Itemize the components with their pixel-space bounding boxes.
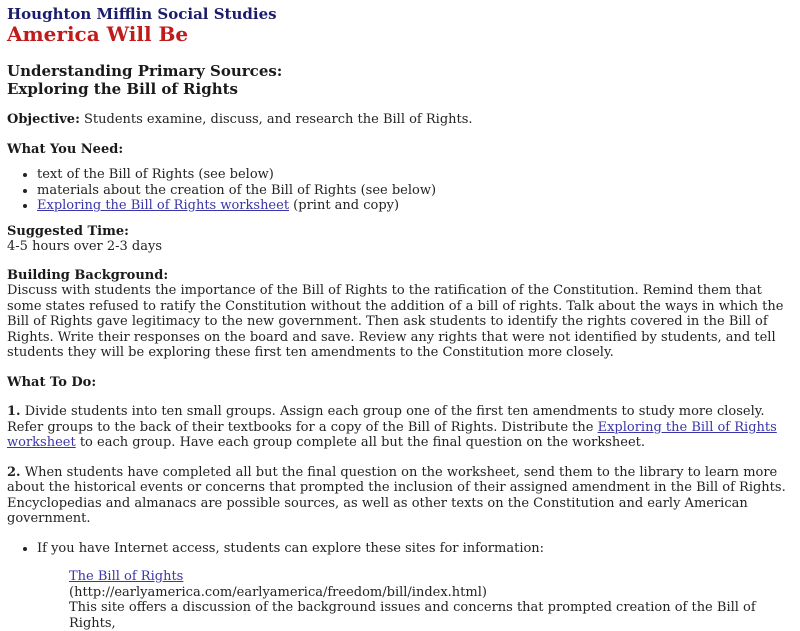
internet-item-text: If you have Internet access, students can explore these sites for information:: [37, 540, 545, 556]
step-text: When students have completed all but the final question on the worksheet, send them to the library to learn more about the historical events or concerns that prompted the inclusion of their assigned amendment in the Bill of Rights. Encyclopedias and almanacs are possible sources, as well as other texts on the Constitution and early American government.: [7, 464, 786, 526]
step-number: 2.: [7, 464, 21, 480]
suggested-time-label: Suggested Time:: [7, 223, 129, 239]
building-background-text: Discuss with students the importance of the Bill of Rights to the ratification of the Constitution. Remind them that some states refused to ratify the Constitution without the addition of a bill of rights. Talk about the ways in which the Bill of Rights gave legitimacy to the new government. Then ask students to identify the rights covered in the Bill of Rights. Write their responses on the board and save. Review any rights that were not identified by students, and tell students they will be exploring these first ten amendments to the Constitution more closely.: [7, 283, 784, 360]
internet-list: [7, 541, 793, 557]
list-item: [37, 167, 793, 183]
objective-label: Objective:: [7, 112, 80, 127]
site-entry: [69, 569, 793, 631]
list-item-text: text of the Bill of Rights (see below): [37, 167, 274, 182]
list-item-text: materials about the creation of the Bill of Rights (see below): [37, 182, 437, 198]
what-you-need-list: [7, 167, 793, 214]
lesson-title-line-2: Exploring the Bill of Rights: [7, 80, 238, 98]
what-to-do-heading: What To Do:: [7, 374, 97, 390]
step-text: to each group. Have each group complete all but the final question on the worksheet.: [75, 435, 646, 450]
worksheet-link[interactable]: Exploring the Bill of Rights worksheet: [37, 198, 290, 213]
publisher-heading: Houghton Mifflin Social Studies: [7, 5, 277, 23]
step-number: 1.: [7, 404, 21, 419]
site-description: This site offers a discussion of the background issues and concerns that prompted creation of the Bill of Rights,: [69, 600, 756, 631]
suggested-time-value: 4-5 hours over 2-3 days: [7, 239, 163, 254]
step-1: [7, 404, 793, 451]
list-item: [37, 198, 793, 214]
site-url: (http://earlyamerica.com/earlyamerica/freedom/bill/index.html): [69, 584, 487, 600]
worksheet-link[interactable]: Exploring the Bill of Rights worksheet: [7, 419, 777, 450]
building-background-label: Building Background:: [7, 267, 169, 283]
building-background-section: [7, 268, 793, 361]
what-you-need-heading: What You Need:: [7, 141, 124, 157]
bill-of-rights-site-link[interactable]: The Bill of Rights: [69, 569, 184, 584]
objective-text: Students examine, discuss, and research the Bill of Rights.: [79, 112, 473, 127]
list-item: [37, 183, 793, 199]
lesson-title: [7, 62, 793, 98]
list-item: [37, 541, 793, 557]
lesson-title-line-1: Understanding Primary Sources:: [7, 62, 283, 80]
step-text: Divide students into ten small groups. Assign each group one of the first ten amendments to study more closely. Refer groups to the back of their textbooks for a copy of the Bill of Rights. Distribute the: [7, 404, 765, 435]
step-2: [7, 465, 793, 527]
series-title: America Will Be: [7, 22, 189, 46]
list-item-text: (print and copy): [289, 198, 400, 213]
suggested-time-section: [7, 224, 793, 255]
objective-section: [7, 112, 793, 128]
